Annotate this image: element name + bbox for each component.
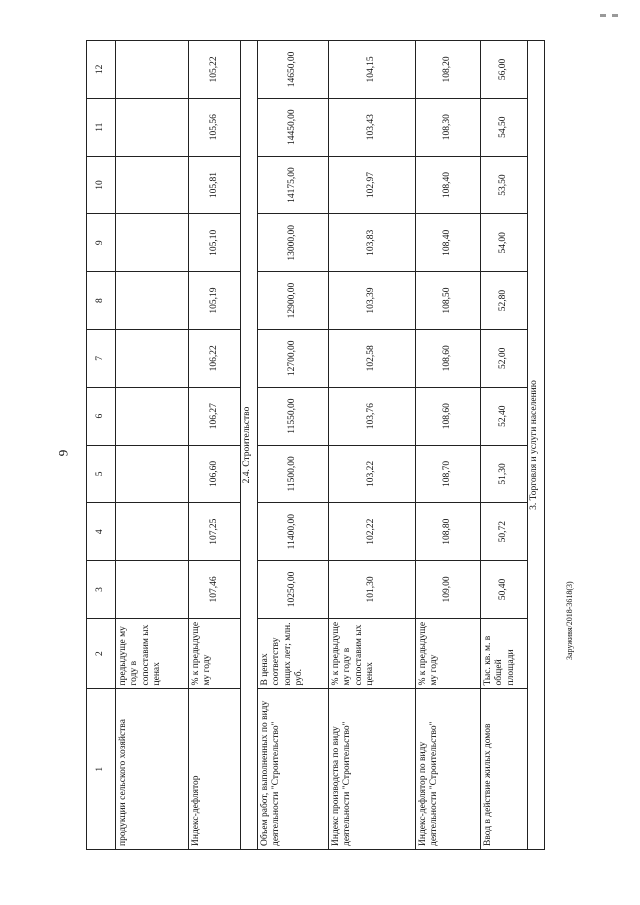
value-cell: 108,60 bbox=[416, 387, 481, 445]
column-header: 10 bbox=[87, 156, 116, 214]
indicator-name: Ввод в действие жилых домов bbox=[481, 689, 528, 850]
value-cell bbox=[116, 329, 189, 387]
value-cell bbox=[116, 214, 189, 272]
value-cell: 52,00 bbox=[481, 329, 528, 387]
value-cell: 105,10 bbox=[189, 214, 241, 272]
value-cell: 108,80 bbox=[416, 503, 481, 561]
unit-cell: предыдуще му году в сопоставим ых ценах bbox=[116, 618, 189, 689]
value-cell: 13000,00 bbox=[258, 214, 329, 272]
value-cell: 103,76 bbox=[329, 387, 416, 445]
section-title: 3. Торговля и услуги населению bbox=[528, 41, 545, 850]
unit-cell: Тыс. кв. м. в общей площади bbox=[481, 618, 528, 689]
value-cell: 106,22 bbox=[189, 329, 241, 387]
value-cell: 106,60 bbox=[189, 445, 241, 503]
table-row bbox=[416, 41, 481, 850]
value-cell: 108,60 bbox=[416, 329, 481, 387]
table-row bbox=[189, 41, 241, 850]
value-cell: 53,50 bbox=[481, 156, 528, 214]
indicator-name: продукции сельского хозяйства bbox=[116, 689, 189, 850]
section-title: 2.4. Строительство bbox=[241, 41, 258, 850]
value-cell bbox=[116, 445, 189, 503]
scan-mark bbox=[600, 14, 606, 17]
section-row bbox=[241, 41, 258, 850]
value-cell bbox=[116, 272, 189, 330]
value-cell: 107,46 bbox=[189, 561, 241, 619]
table-row bbox=[481, 41, 528, 850]
value-cell: 12700,00 bbox=[258, 329, 329, 387]
indicator-name: Объем работ, выполненных по виду деятельности "Строительство" bbox=[258, 689, 329, 850]
forecast-table bbox=[86, 40, 545, 850]
value-cell: 103,83 bbox=[329, 214, 416, 272]
value-cell: 12900,00 bbox=[258, 272, 329, 330]
value-cell: 11400,00 bbox=[258, 503, 329, 561]
value-cell: 108,30 bbox=[416, 98, 481, 156]
value-cell: 102,97 bbox=[329, 156, 416, 214]
value-cell: 101,30 bbox=[329, 561, 416, 619]
column-header: 2 bbox=[87, 618, 116, 689]
table-body bbox=[87, 41, 545, 850]
value-cell: 11550,00 bbox=[258, 387, 329, 445]
value-cell: 107,25 bbox=[189, 503, 241, 561]
column-header: 6 bbox=[87, 387, 116, 445]
column-header: 8 bbox=[87, 272, 116, 330]
indicator-name: Индекс-дефлятор по виду деятельности "Строительство" bbox=[416, 689, 481, 850]
value-cell: 54,50 bbox=[481, 98, 528, 156]
unit-cell: % к предыдуще му году в сопоставим ых ценах bbox=[329, 618, 416, 689]
value-cell: 50,72 bbox=[481, 503, 528, 561]
value-cell bbox=[116, 156, 189, 214]
value-cell: 108,40 bbox=[416, 156, 481, 214]
value-cell: 52,40 bbox=[481, 387, 528, 445]
value-cell bbox=[116, 387, 189, 445]
value-cell bbox=[116, 41, 189, 99]
column-header: 4 bbox=[87, 503, 116, 561]
rotated-table-wrapper bbox=[86, 40, 541, 850]
column-header: 9 bbox=[87, 214, 116, 272]
section-row bbox=[528, 41, 545, 850]
indicator-name: Индекс-дефлятор bbox=[189, 689, 241, 850]
value-cell: 105,81 bbox=[189, 156, 241, 214]
value-cell: 109,00 bbox=[416, 561, 481, 619]
value-cell: 14175,00 bbox=[258, 156, 329, 214]
value-cell: 51,30 bbox=[481, 445, 528, 503]
value-cell: 103,22 bbox=[329, 445, 416, 503]
value-cell: 56,00 bbox=[481, 41, 528, 99]
value-cell: 108,20 bbox=[416, 41, 481, 99]
value-cell: 102,58 bbox=[329, 329, 416, 387]
value-cell: 54,00 bbox=[481, 214, 528, 272]
value-cell: 104,15 bbox=[329, 41, 416, 99]
table-row bbox=[329, 41, 416, 850]
table-row bbox=[116, 41, 189, 850]
indicator-name: Индекс производства по виду деятельности "Строительство" bbox=[329, 689, 416, 850]
value-cell: 106,27 bbox=[189, 387, 241, 445]
value-cell: 103,39 bbox=[329, 272, 416, 330]
value-cell: 105,56 bbox=[189, 98, 241, 156]
value-cell: 102,22 bbox=[329, 503, 416, 561]
value-cell: 10250,00 bbox=[258, 561, 329, 619]
value-cell: 103,43 bbox=[329, 98, 416, 156]
column-header: 5 bbox=[87, 445, 116, 503]
unit-cell: % к предыдуще му году bbox=[189, 618, 241, 689]
value-cell bbox=[116, 561, 189, 619]
footer-code: Заруживя/2018-3618(3) bbox=[565, 581, 574, 660]
column-header: 1 bbox=[87, 689, 116, 850]
page-number: 9 bbox=[55, 449, 71, 457]
column-header: 3 bbox=[87, 561, 116, 619]
value-cell: 14450,00 bbox=[258, 98, 329, 156]
value-cell: 14650,00 bbox=[258, 41, 329, 99]
unit-cell: В ценах соответству ющих лет; млн. руб. bbox=[258, 618, 329, 689]
value-cell: 52,80 bbox=[481, 272, 528, 330]
value-cell bbox=[116, 98, 189, 156]
table-row bbox=[258, 41, 329, 850]
value-cell: 11500,00 bbox=[258, 445, 329, 503]
scan-mark bbox=[612, 14, 618, 17]
value-cell: 108,40 bbox=[416, 214, 481, 272]
value-cell: 108,70 bbox=[416, 445, 481, 503]
value-cell bbox=[116, 503, 189, 561]
unit-cell: % к предыдуще му году bbox=[416, 618, 481, 689]
value-cell: 105,19 bbox=[189, 272, 241, 330]
value-cell: 108,50 bbox=[416, 272, 481, 330]
column-header: 7 bbox=[87, 329, 116, 387]
header-row bbox=[87, 41, 116, 850]
value-cell: 50,40 bbox=[481, 561, 528, 619]
column-header: 11 bbox=[87, 98, 116, 156]
value-cell: 105,22 bbox=[189, 41, 241, 99]
column-header: 12 bbox=[87, 41, 116, 99]
